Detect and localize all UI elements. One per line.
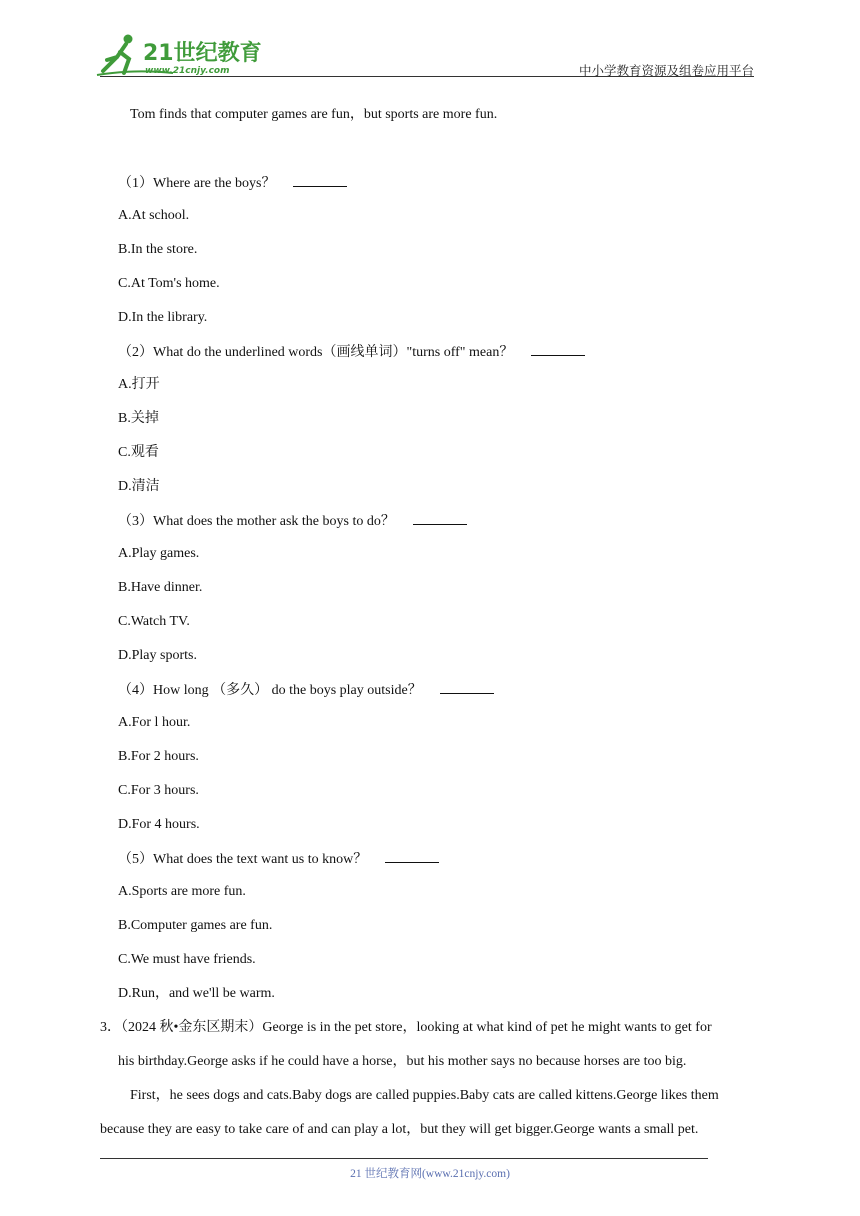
option: D.Play sports. <box>118 648 197 663</box>
problem-3-text: his birthday.George asks if he could have a horse，but his mother says no because horses are too big. <box>118 1054 687 1069</box>
option: A.Play games. <box>118 546 200 561</box>
question-4: （4）How long （多久） do the boys play outside？ <box>118 681 494 700</box>
header-divider <box>100 76 754 77</box>
answer-blank[interactable] <box>440 681 494 694</box>
answer-blank[interactable] <box>413 512 467 525</box>
problem-3-text: because they are easy to take care of and can play a lot，but they will get bigger.George wants a small pet. <box>100 1122 699 1137</box>
option: A.Sports are more fun. <box>118 884 246 899</box>
question-1: （1）Where are the boys？ <box>118 174 347 193</box>
option: A.打开 <box>118 377 160 392</box>
option: D.Run，and we'll be warm. <box>118 986 275 1001</box>
question-5: （5）What does the text want us to know？ <box>118 850 439 869</box>
footer-divider <box>100 1158 708 1159</box>
option: C.At Tom's home. <box>118 276 220 291</box>
option: C.We must have friends. <box>118 952 256 967</box>
option: B.Have dinner. <box>118 580 203 595</box>
option: B.Computer games are fun. <box>118 918 273 933</box>
answer-blank[interactable] <box>531 343 585 356</box>
option: C.观看 <box>118 445 159 460</box>
option: A.For l hour. <box>118 715 191 730</box>
svg-text:www.21cnjy.com: www.21cnjy.com <box>145 66 230 76</box>
footer-link[interactable]: 21 世纪教育网(www.21cnjy.com) <box>350 1168 510 1180</box>
option: D.In the library. <box>118 310 208 325</box>
problem-3-header: 3．（2024 秋•金东区期末）George is in the pet store，looking at what kind of pet he might wants to get for <box>100 1020 712 1035</box>
option: B.In the store. <box>118 242 198 257</box>
answer-blank[interactable] <box>293 174 347 187</box>
option: C.Watch TV. <box>118 614 190 629</box>
option: D.For 4 hours. <box>118 817 200 832</box>
option: B.关掉 <box>118 411 159 426</box>
option: A.At school. <box>118 208 190 223</box>
problem-3-text: First，he sees dogs and cats.Baby dogs are called puppies.Baby cats are called kittens.George likes them <box>130 1088 719 1103</box>
question-3: （3）What does the mother ask the boys to do？ <box>118 512 467 531</box>
option: D.清洁 <box>118 479 160 494</box>
question-2: （2）What do the underlined words（画线单词）"turns off" mean？ <box>118 343 585 362</box>
answer-blank[interactable] <box>385 850 439 863</box>
site-logo <box>93 33 263 79</box>
site-label: 中小学教育资源及组卷应用平台 <box>578 64 754 78</box>
option: C.For 3 hours. <box>118 783 199 798</box>
passage-text: Tom finds that computer games are fun，but sports are more fun. <box>130 107 498 122</box>
svg-text:21世纪教育: 21世纪教育 <box>143 41 262 66</box>
option: B.For 2 hours. <box>118 749 199 764</box>
